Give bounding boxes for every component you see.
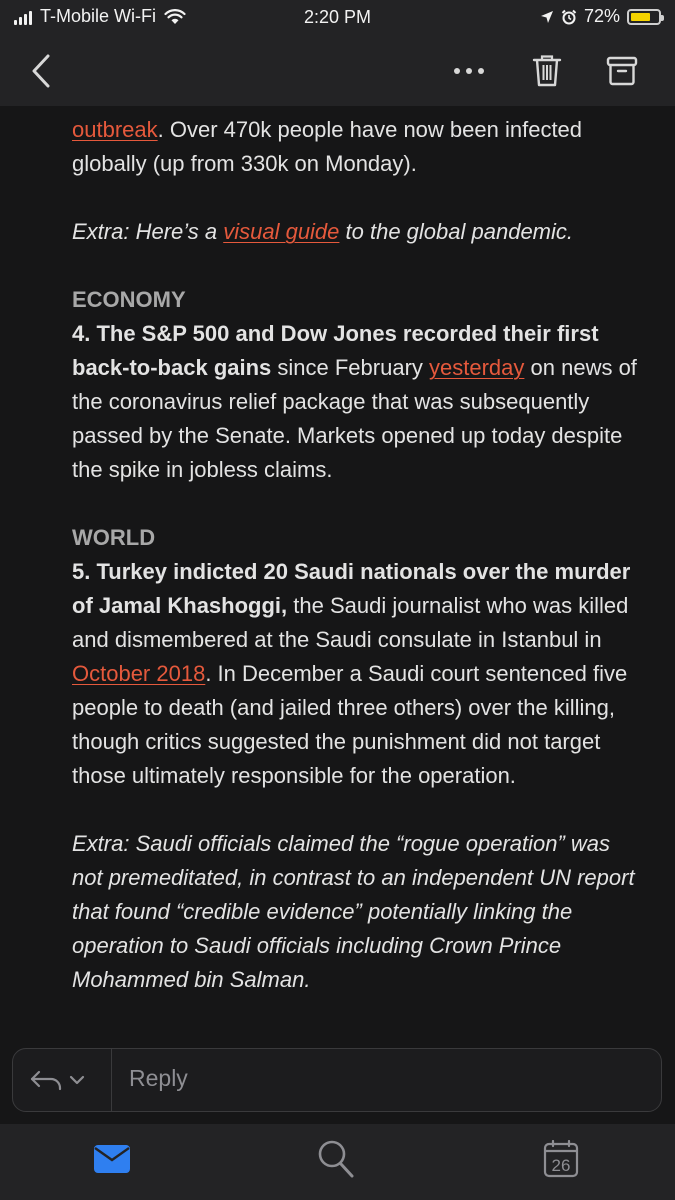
calendar-icon — [543, 1140, 579, 1178]
visual-guide-link[interactable]: visual guide — [223, 219, 340, 244]
paragraph-extra-guide — [72, 215, 642, 249]
extra-guide-prefix: Extra: Here’s a — [72, 219, 224, 244]
calendar-date: 26 — [551, 1156, 571, 1175]
world-paragraph — [72, 555, 642, 793]
reply-field[interactable] — [12, 1048, 662, 1112]
october-2018-link[interactable]: October 2018 — [72, 661, 206, 686]
location-icon — [540, 10, 554, 24]
economy-text-2: on news of the coronavirus relief package that was subsequently passed by the Senate. Markets opened up today despite the spike in jobless claims. — [72, 355, 637, 482]
outbreak-link[interactable]: outbreak — [72, 117, 158, 142]
battery-fill — [631, 13, 650, 21]
status-bar — [0, 0, 675, 36]
infections-text: . Over 470k people have now been infected globally (up from 330k on Monday). — [72, 117, 583, 176]
tab-search[interactable] — [306, 1134, 366, 1184]
economy-headline: 4. The S&P 500 and Dow Jones recorded their first back-to-back gains — [72, 321, 599, 380]
status-time: 2:20 PM — [303, 7, 372, 27]
more-button[interactable] — [444, 46, 494, 96]
world-text-2: . In December a Saudi court sentenced five people to death (and jailed three others) over the killing, though critics suggested the punishment did not target those ultimately responsible for the operation. — [72, 661, 628, 788]
email-body — [0, 106, 675, 1036]
more-icon — [453, 67, 485, 75]
archive-icon — [606, 55, 638, 87]
economy-text-1: since February — [271, 355, 430, 380]
reply-input[interactable]: Reply — [129, 1065, 188, 1091]
email-toolbar — [0, 36, 675, 106]
archive-button[interactable] — [597, 46, 647, 96]
carrier-label: T-Mobile Wi-Fi — [40, 6, 156, 26]
alarm-icon — [561, 9, 577, 25]
back-icon — [30, 54, 52, 88]
yesterday-link[interactable]: yesterday — [429, 355, 525, 380]
chevron-down-icon — [69, 1075, 85, 1085]
world-headline: 5. Turkey indicted 20 Saudi nationals over the murder of Jamal Khashoggi, — [72, 559, 631, 618]
trash-icon — [532, 54, 562, 88]
extra-guide-suffix: to the global pandemic. — [339, 219, 574, 244]
reply-options-button[interactable] — [13, 1049, 101, 1111]
reply-arrow-icon — [29, 1069, 63, 1091]
battery-icon — [627, 9, 661, 25]
economy-heading: ECONOMY — [72, 287, 186, 312]
tab-mail[interactable] — [82, 1134, 142, 1184]
battery-percent: 72% — [583, 6, 620, 26]
mail-icon — [93, 1144, 131, 1174]
tab-calendar[interactable] — [531, 1134, 591, 1184]
tab-bar — [0, 1124, 675, 1200]
status-right — [540, 6, 661, 27]
reply-divider — [111, 1049, 112, 1111]
section-economy — [72, 283, 642, 487]
paragraph-extra-saudi: Extra: Saudi officials claimed the “rogue operation” was not premeditated, in contrast to an independent UN report that found “credible evidence” potentially linking the operation to Saudi officials including Crown Prince Mohammed bin Salman. — [72, 831, 635, 992]
reply-area — [0, 1036, 675, 1124]
economy-paragraph — [72, 317, 642, 487]
world-heading: WORLD — [72, 525, 156, 550]
section-world — [72, 521, 642, 793]
back-button[interactable] — [16, 46, 66, 96]
search-icon — [317, 1139, 355, 1179]
delete-button[interactable] — [522, 46, 572, 96]
paragraph-infections — [72, 113, 642, 181]
world-text-1: the Saudi journalist who was killed and dismembered at the Saudi consulate in Istanbul in — [72, 593, 629, 652]
